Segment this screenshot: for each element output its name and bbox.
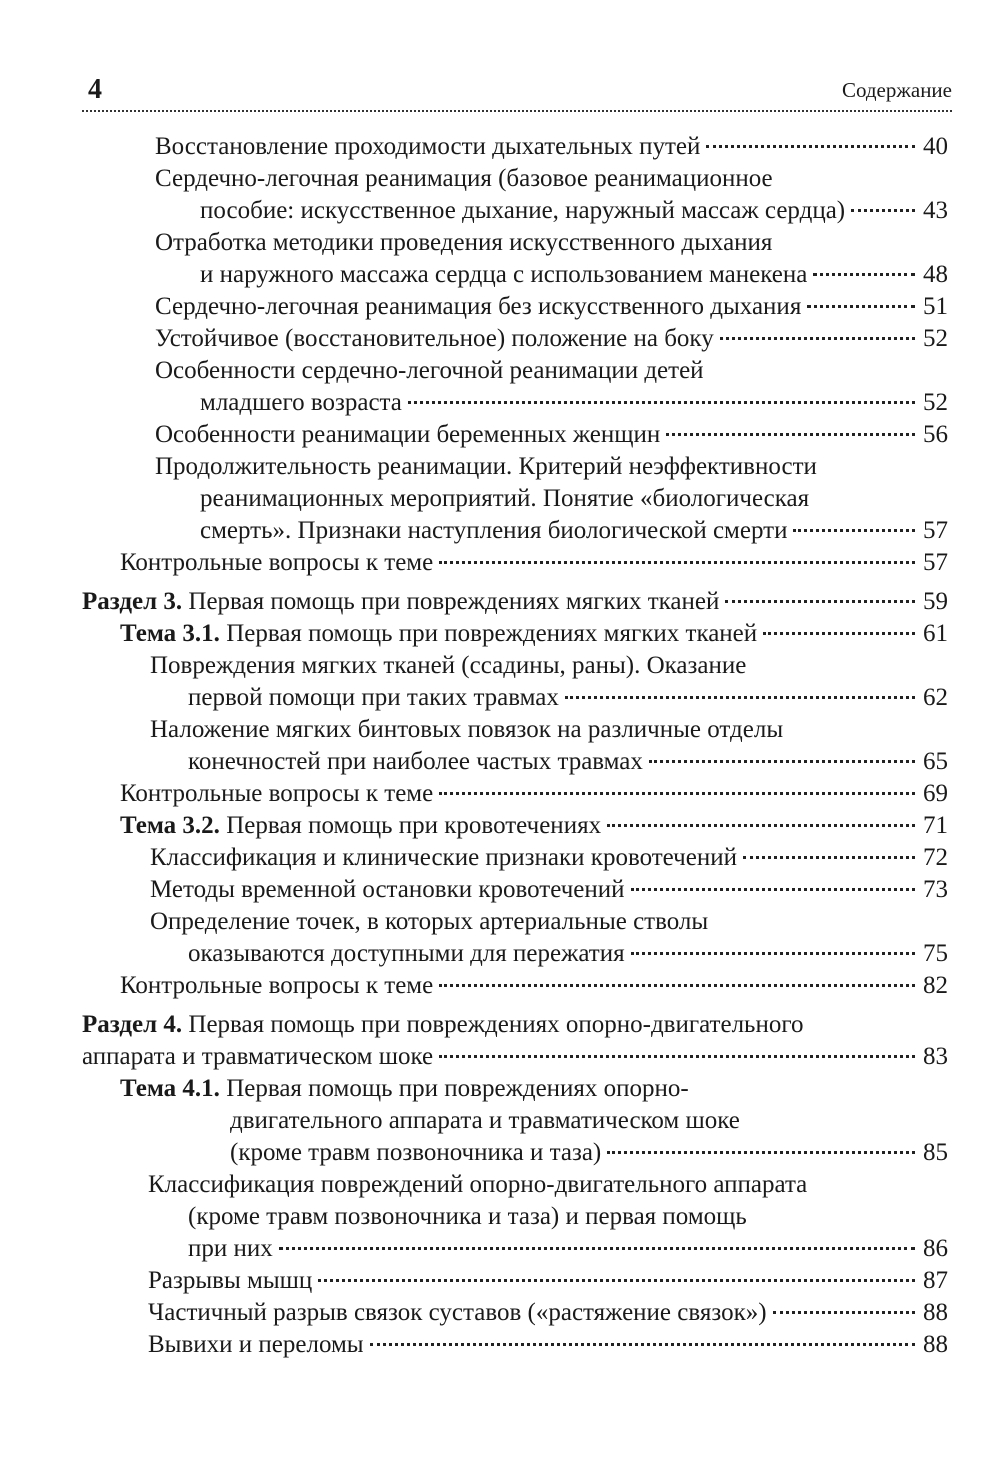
toc-entry	[0, 1169, 1000, 1265]
toc-page-number: 86	[923, 1235, 948, 1262]
page-header	[82, 70, 952, 112]
toc-page-number: 87	[923, 1267, 948, 1294]
toc-page-number: 59	[923, 588, 948, 615]
toc-entry-text: Наложение мягких бинтовых повязок на различные отделы	[150, 716, 784, 743]
toc-entry	[0, 778, 1000, 810]
toc-page-number: 88	[923, 1299, 948, 1326]
toc-entry	[0, 970, 1000, 1002]
toc-entry	[0, 874, 1000, 906]
toc-entry-text: Восстановление проходимости дыхательных путей	[155, 133, 701, 160]
dot-leader	[565, 696, 915, 699]
dot-leader	[725, 600, 915, 603]
dot-leader	[649, 760, 915, 763]
toc-entry-text: и наружного массажа сердца с использованием манекена	[200, 261, 808, 288]
toc-entry-label: Тема 3.1.	[120, 620, 220, 647]
toc-entry	[0, 842, 1000, 874]
dot-leader	[666, 433, 915, 436]
toc-page-number: 88	[923, 1331, 948, 1358]
toc-entry	[0, 714, 1000, 778]
toc-page-number: 48	[923, 261, 948, 288]
dot-leader	[851, 209, 915, 212]
toc-entry-text: младшего возраста	[200, 389, 402, 416]
toc-entry-text: Сердечно-легочная реанимация без искусственного дыхания	[155, 293, 802, 320]
dot-leader	[408, 401, 915, 404]
toc-entry-text: Тема 3.1. Первая помощь при повреждениях мягких тканей	[120, 620, 758, 647]
toc-entry-text: Классификация и клинические признаки кровотечений	[150, 844, 737, 871]
toc-entry-text: Разрывы мышц	[148, 1267, 313, 1294]
dot-leader	[743, 856, 915, 859]
toc-entry-text: Контрольные вопросы к теме	[120, 549, 434, 576]
toc-entry-text: Устойчивое (восстановительное) положение на боку	[155, 325, 714, 352]
toc-entry	[0, 906, 1000, 970]
dot-leader	[706, 145, 915, 148]
toc-page-number: 71	[923, 812, 948, 839]
toc-entry-text: Особенности сердечно-легочной реанимации детей	[155, 357, 704, 384]
toc-entry	[0, 1009, 1000, 1073]
toc-page-number: 82	[923, 972, 948, 999]
toc-entry-text: Методы временной остановки кровотечений	[150, 876, 625, 903]
toc-page-number: 52	[923, 389, 948, 416]
toc-entry-text: Частичный разрыв связок суставов («растяжение связок»)	[148, 1299, 767, 1326]
toc-entry	[0, 323, 1000, 355]
toc-entry-label: Раздел 4.	[82, 1011, 183, 1038]
dot-leader	[439, 561, 915, 564]
toc-entry	[0, 650, 1000, 714]
toc-entry	[0, 547, 1000, 579]
toc-entry-text: Вывихи и переломы	[148, 1331, 364, 1358]
toc-entry-text: Сердечно-легочная реанимация (базовое реанимационное	[155, 165, 773, 192]
toc-entry-text: Определение точек, в которых артериальные стволы	[150, 908, 709, 935]
toc-page-number: 65	[923, 748, 948, 775]
dot-leader	[370, 1343, 915, 1346]
toc-entry	[0, 810, 1000, 842]
toc-entry-text: первой помощи при таких травмах	[188, 684, 559, 711]
toc-page-number: 75	[923, 940, 948, 967]
dot-leader	[439, 1055, 915, 1058]
dot-leader	[318, 1279, 915, 1282]
toc-entry	[0, 1329, 1000, 1361]
toc-page-number: 57	[923, 517, 948, 544]
dot-leader	[763, 632, 915, 635]
toc-entry-text: Повреждения мягких тканей (ссадины, раны). Оказание	[150, 652, 747, 679]
dot-leader	[793, 529, 915, 532]
dot-leader	[631, 952, 915, 955]
dot-leader	[631, 888, 916, 891]
toc-page-number: 43	[923, 197, 948, 224]
toc-entry	[0, 1073, 1000, 1169]
toc-entry-text: (кроме травм позвоночника и таза)	[230, 1139, 602, 1166]
dot-leader	[720, 337, 915, 340]
toc-page-number: 52	[923, 325, 948, 352]
toc-entry-text: конечностей при наиболее частых травмах	[188, 748, 643, 775]
toc-entry	[0, 419, 1000, 451]
toc-entry-text: аппарата и травматическом шоке	[82, 1043, 434, 1070]
toc-entry-text: (кроме травм позвоночника и таза) и первая помощь	[188, 1203, 747, 1230]
toc-page-number: 40	[923, 133, 948, 160]
toc-entry-text: Тема 4.1. Первая помощь при повреждениях опорно-	[120, 1075, 689, 1102]
toc-entry	[0, 163, 1000, 227]
toc-entry-text: Продолжительность реанимации. Критерий неэффективности	[155, 453, 817, 480]
toc-page-number: 57	[923, 549, 948, 576]
dot-leader	[439, 792, 915, 795]
toc-page-number: 85	[923, 1139, 948, 1166]
toc-entry-text: Отработка методики проведения искусственного дыхания	[155, 229, 773, 256]
toc-page-number: 72	[923, 844, 948, 871]
toc-page-number: 61	[923, 620, 948, 647]
dot-leader	[279, 1247, 915, 1250]
toc-entry-text: двигательного аппарата и травматическом шоке	[230, 1107, 740, 1134]
dot-leader	[607, 824, 915, 827]
toc-page-number: 73	[923, 876, 948, 903]
toc-entry	[0, 618, 1000, 650]
toc-page-number: 62	[923, 684, 948, 711]
toc-entry-label: Тема 3.2.	[120, 812, 220, 839]
toc-entry	[0, 131, 1000, 163]
toc-page-number: 69	[923, 780, 948, 807]
dot-leader	[607, 1151, 915, 1154]
running-title: Содержание	[841, 78, 952, 102]
toc-entry	[0, 1265, 1000, 1297]
toc-entry-text: Контрольные вопросы к теме	[120, 972, 434, 999]
toc-page-number: 51	[923, 293, 948, 320]
toc-entry	[0, 355, 1000, 419]
toc-entry-text: Особенности реанимации беременных женщин	[155, 421, 661, 448]
toc-entry	[0, 291, 1000, 323]
page-number: 4	[88, 74, 102, 105]
toc-entry-text: при них	[188, 1235, 273, 1262]
toc-page-number: 56	[923, 421, 948, 448]
toc-entry-label: Тема 4.1.	[120, 1075, 220, 1102]
dot-leader	[439, 984, 915, 987]
toc-page-number: 83	[923, 1043, 948, 1070]
table-of-contents	[0, 131, 1000, 1361]
toc-entry-text: оказываются доступными для пережатия	[188, 940, 625, 967]
dot-leader	[813, 273, 915, 276]
toc-entry-text: смерть». Признаки наступления биологической смерти	[200, 517, 788, 544]
dot-leader	[773, 1311, 915, 1314]
toc-entry-text: Тема 3.2. Первая помощь при кровотечениях	[120, 812, 602, 839]
toc-entry-text: Раздел 3. Первая помощь при повреждениях мягких тканей	[82, 588, 720, 615]
toc-entry	[0, 451, 1000, 547]
toc-entry	[0, 586, 1000, 618]
toc-entry-text: Классификация повреждений опорно-двигательного аппарата	[148, 1171, 808, 1198]
toc-entry-text: Раздел 4. Первая помощь при повреждениях опорно-двигательного	[82, 1011, 804, 1038]
toc-entry-label: Раздел 3.	[82, 588, 183, 615]
toc-entry	[0, 227, 1000, 291]
dot-leader	[807, 305, 915, 308]
toc-entry-text: пособие: искусственное дыхание, наружный массаж сердца)	[200, 197, 846, 224]
toc-entry-text: реанимационных мероприятий. Понятие «биологическая	[200, 485, 810, 512]
toc-entry	[0, 1297, 1000, 1329]
toc-entry-text: Контрольные вопросы к теме	[120, 780, 434, 807]
